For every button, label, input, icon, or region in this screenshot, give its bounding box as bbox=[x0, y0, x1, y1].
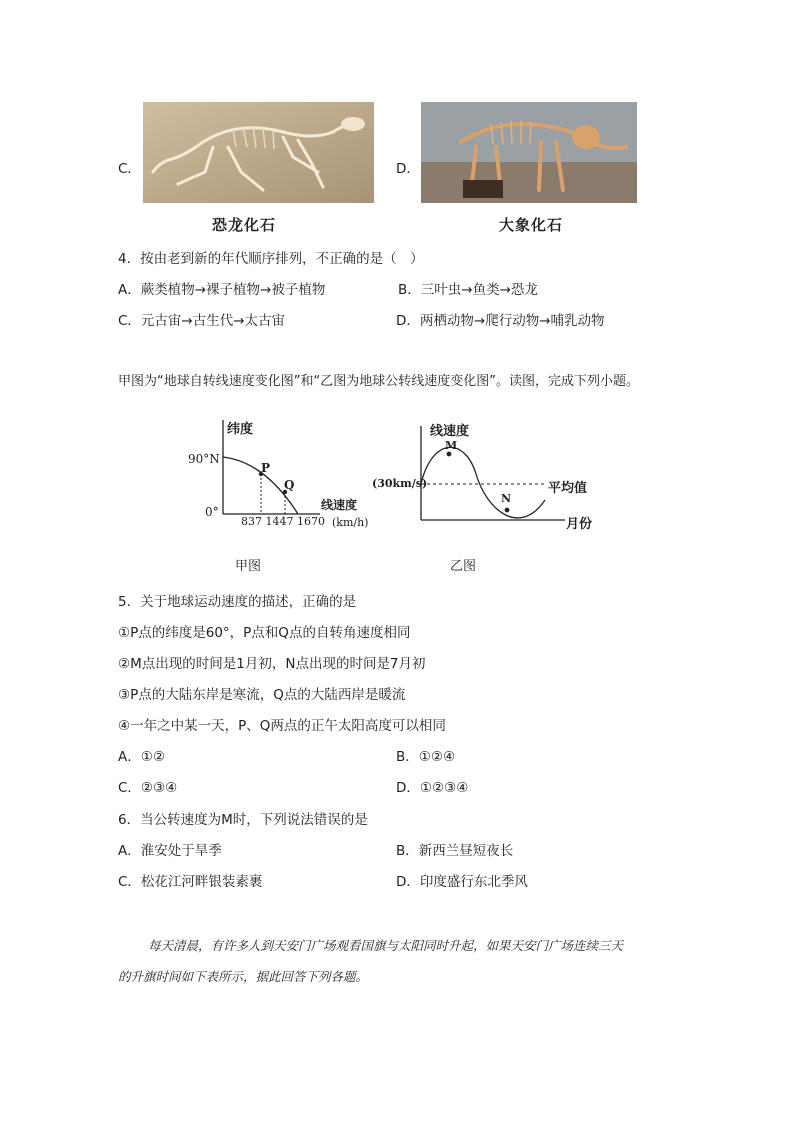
yi-curve bbox=[421, 447, 545, 518]
q4-option-c: C．元古宙→古生代→太古宙 bbox=[118, 313, 286, 329]
q5-statement-4: ④一年之中某一天，P、Q两点的正午太阳高度可以相同 bbox=[118, 718, 446, 734]
yi-point-n bbox=[505, 508, 510, 513]
intro-text: 甲图为“地球自转线速度变化图”和“乙图为地球公转线速度变化图”。读图，完成下列小题。 bbox=[118, 374, 639, 389]
figure-yi bbox=[370, 412, 605, 572]
q5-option-c: C．②③④ bbox=[118, 780, 178, 796]
q5-statement-2: ②M点出现的时间是1月初，N点出现的时间是7月初 bbox=[118, 656, 426, 672]
passage-line-1: 每天清晨，有许多人到天安门广场观看国旗与太阳同时升起，如果天安门广场连续三天 bbox=[148, 938, 624, 953]
q6-option-a: A．淮安处于旱季 bbox=[118, 843, 222, 859]
q6-option-d: D．印度盛行东北季风 bbox=[396, 874, 528, 890]
option-c-label: C． bbox=[118, 161, 141, 177]
dinosaur-fossil-caption: 恐龙化石 bbox=[212, 216, 277, 234]
dinosaur-fossil-image bbox=[143, 102, 374, 203]
yi-value-label: (30km/s) bbox=[372, 477, 428, 490]
yi-label-n: N bbox=[501, 492, 512, 505]
yi-caption: 乙图 bbox=[450, 559, 477, 574]
passage-line-2: 的升旗时间如下表所示，据此回答下列各题。 bbox=[118, 969, 369, 984]
jia-y-zero: 0° bbox=[205, 505, 219, 519]
jia-label-p: P bbox=[261, 461, 271, 475]
q6-option-b: B．新西兰昼短夜长 bbox=[396, 843, 514, 859]
jia-x-ticks: 837 1447 1670 bbox=[241, 515, 325, 528]
yi-point-m bbox=[447, 452, 452, 457]
q4-option-a: A．蕨类植物→裸子植物→被子植物 bbox=[118, 282, 326, 298]
q4-option-b: B．三叶虫→鱼类→恐龙 bbox=[398, 282, 538, 298]
jia-x-label: 线速度 bbox=[321, 498, 358, 512]
q6-stem: 6．当公转速度为M时，下列说法错误的是 bbox=[118, 812, 368, 828]
q5-statement-1: ①P点的纬度是60°，P点和Q点的自转角速度相同 bbox=[118, 625, 411, 641]
jia-y-top: 90°N bbox=[188, 452, 220, 466]
q5-option-d: D．①②③④ bbox=[396, 780, 469, 796]
yi-label-m: M bbox=[445, 439, 458, 452]
figure-jia bbox=[188, 412, 385, 574]
jia-caption: 甲图 bbox=[235, 559, 262, 574]
q4-option-d: D．两栖动物→爬行动物→哺乳动物 bbox=[396, 313, 605, 329]
q5-option-a: A．①② bbox=[118, 749, 165, 765]
q5-stem: 5．关于地球运动速度的描述，正确的是 bbox=[118, 594, 357, 610]
q5-statement-3: ③P点的大陆东岸是寒流，Q点的大陆西岸是暖流 bbox=[118, 687, 406, 703]
yi-mean-label: 平均值 bbox=[548, 481, 588, 496]
jia-x-unit: (km/h) bbox=[332, 516, 369, 529]
q6-option-c: C．松花江河畔银装素裹 bbox=[118, 874, 263, 890]
yi-x-label: 月份 bbox=[566, 517, 593, 532]
yi-y-label: 线速度 bbox=[430, 424, 470, 439]
q4-stem: 4．按由老到新的年代顺序排列，不正确的是（ ） bbox=[118, 251, 424, 267]
elephant-fossil-image bbox=[421, 102, 637, 203]
jia-y-label: 纬度 bbox=[227, 422, 254, 437]
elephant-fossil-caption: 大象化石 bbox=[499, 216, 564, 234]
option-d-label: D． bbox=[396, 161, 420, 177]
q5-option-b: B．①②④ bbox=[396, 749, 456, 765]
jia-label-q: Q bbox=[284, 478, 295, 492]
